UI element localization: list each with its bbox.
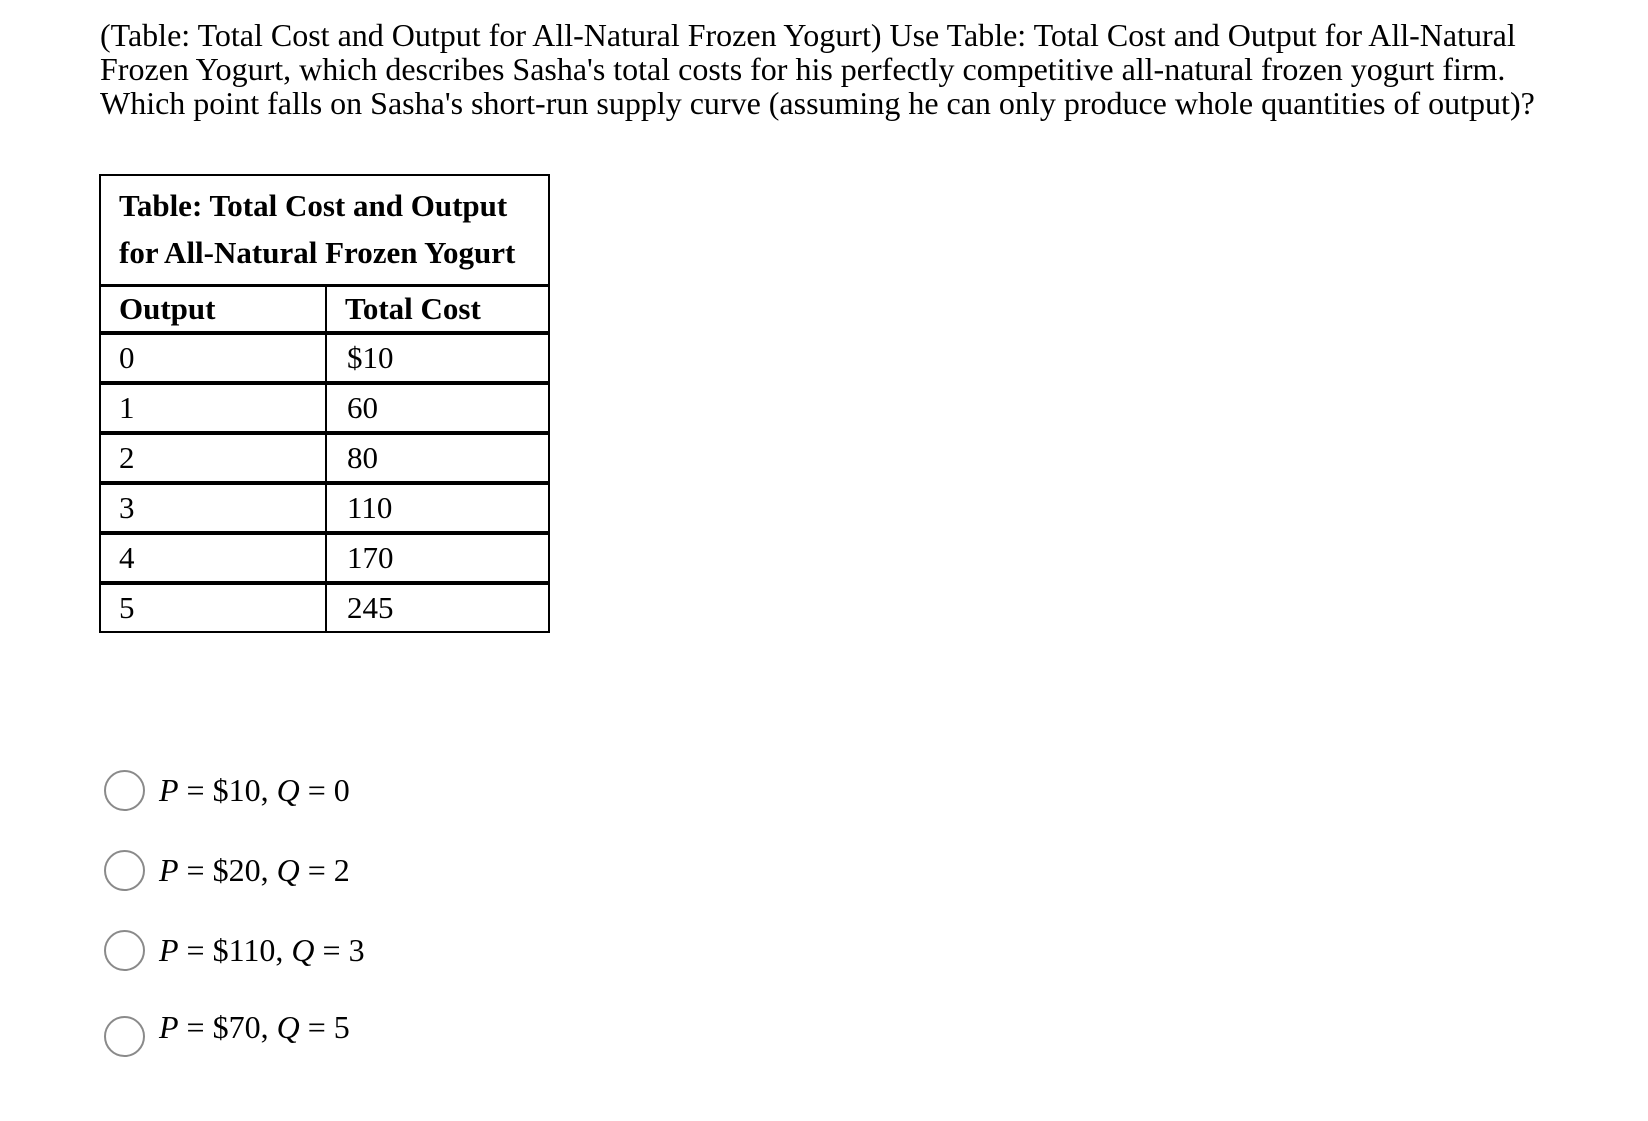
- table-row: [100, 583, 549, 632]
- total-cost-cell: 80: [326, 433, 549, 483]
- output-cell: 3: [100, 483, 326, 533]
- table-caption-row: [100, 175, 549, 286]
- table-row: [100, 483, 549, 533]
- output-cell: 4: [100, 533, 326, 583]
- table-row: [100, 333, 549, 383]
- answer-option-1[interactable]: [104, 770, 350, 811]
- table-row: [100, 383, 549, 433]
- radio-button[interactable]: [104, 930, 145, 971]
- table-row: [100, 433, 549, 483]
- option-label: P = $10, Q = 0: [159, 772, 350, 808]
- option-label: P = $20, Q = 2: [159, 852, 350, 888]
- header-output: Output: [100, 286, 326, 334]
- option-label: P = $70, Q = 5: [159, 1009, 350, 1045]
- radio-button[interactable]: [104, 1016, 145, 1057]
- option-label: P = $110, Q = 3: [159, 932, 365, 968]
- table-caption: Table: Total Cost and Output for All-Natural Frozen Yogurt: [100, 175, 549, 286]
- table-row: [100, 533, 549, 583]
- output-cell: 1: [100, 383, 326, 433]
- total-cost-cell: $10: [326, 333, 549, 383]
- table-header-row: [100, 286, 549, 334]
- total-cost-cell: 110: [326, 483, 549, 533]
- header-total-cost: Total Cost: [326, 286, 549, 334]
- total-cost-cell: 245: [347, 590, 394, 625]
- answer-option-4[interactable]: [104, 998, 350, 1057]
- output-cell: 2: [100, 433, 326, 483]
- output-cell: 5: [100, 583, 326, 632]
- answer-option-2[interactable]: [104, 850, 350, 891]
- answer-option-3[interactable]: [104, 930, 365, 971]
- question-text: (Table: Total Cost and Output for All-Natural Frozen Yogurt) Use Table: Total Cost and Output for All-Natural Frozen Yogurt, which describes Sasha's total costs for his perfectly competitive all-natural frozen yogurt firm. Which point falls on Sasha's short-run supply curve (assuming he can only produce whole quantities of output)?: [100, 17, 1535, 121]
- total-cost-cell: 170: [326, 533, 549, 583]
- cost-output-table: [99, 174, 550, 633]
- radio-button[interactable]: [104, 770, 145, 811]
- output-cell: 0: [100, 333, 326, 383]
- radio-button[interactable]: [104, 850, 145, 891]
- total-cost-cell: 60: [326, 383, 549, 433]
